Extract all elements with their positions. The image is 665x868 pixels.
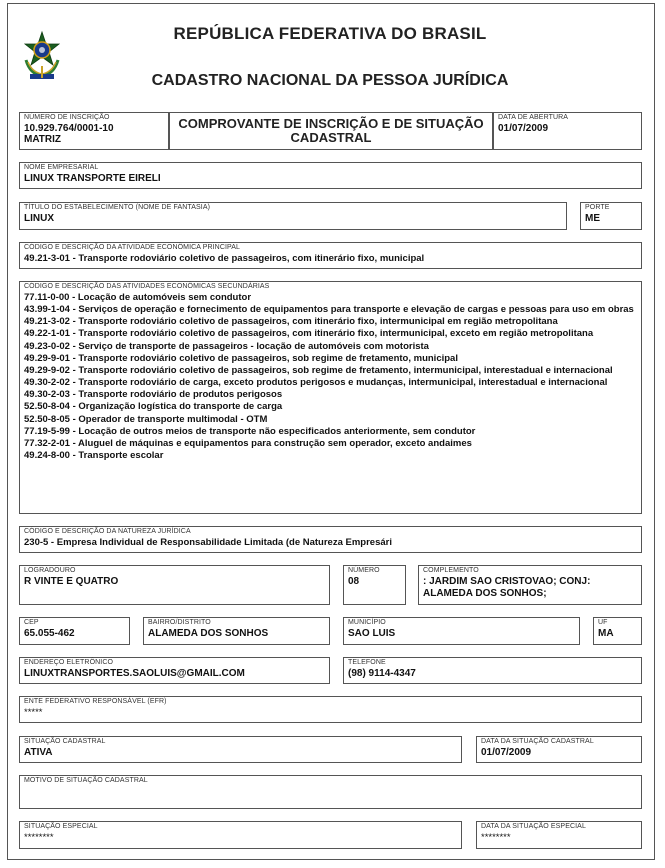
atividade-principal-value: 49.21-3-01 - Transporte rodoviário coletivo de passageiros, com itinerário fixo, municipal	[24, 253, 425, 264]
list-item: 49.29-9-02 - Transporte rodoviário coletivo de passageiros, sob regime de fretamento, intermunicipal, interestadual e internacional	[24, 364, 613, 376]
telefone-value: (98) 9114-4347	[348, 668, 416, 679]
comprovante-box	[169, 112, 493, 150]
data-situacao-value: 01/07/2009	[481, 747, 532, 758]
atividades-secundarias-box	[19, 281, 642, 514]
efr-label: ENTE FEDERATIVO RESPONSÁVEL (EFR)	[24, 698, 167, 705]
efr-value: *****	[24, 707, 43, 718]
list-item: 52.50-8-05 - Operador de transporte multimodal - OTM	[24, 413, 268, 425]
inscricao-type: MATRIZ	[24, 134, 62, 145]
numero-label: NÚMERO	[348, 567, 380, 574]
natureza-juridica-label: CÓDIGO E DESCRIÇÃO DA NATUREZA JURÍDICA	[24, 528, 191, 535]
situacao-box	[19, 736, 462, 763]
natureza-juridica-value: 230-5 - Empresa Individual de Responsabilidade Limitada (de Natureza Empresári	[24, 537, 392, 548]
nome-empresarial-value: LINUX TRANSPORTE EIRELI	[24, 173, 161, 184]
uf-label: UF	[598, 619, 608, 626]
list-item: 49.22-1-01 - Transporte rodoviário coletivo de passageiros, com itinerário fixo, intermunicipal, exceto em região metropolitana	[24, 328, 594, 340]
fantasia-box	[19, 202, 567, 230]
porte-label: PORTE	[585, 204, 610, 211]
logradouro-label: LOGRADOURO	[24, 567, 76, 574]
list-item: 77.19-5-99 - Locação de outros meios de transporte não especificados anteriormente, sem condutor	[24, 425, 476, 437]
telefone-box	[343, 657, 642, 684]
numero-box	[343, 565, 406, 605]
data-situacao-especial-value: ********	[481, 832, 511, 843]
abertura-box	[493, 112, 642, 150]
municipio-label: MUNICÍPIO	[348, 619, 386, 626]
inscricao-box	[19, 112, 169, 150]
situacao-value: ATIVA	[24, 747, 53, 758]
list-item: 49.29-9-01 - Transporte rodoviário coletivo de passageiros, sob regime de fretamento, municipal	[24, 352, 458, 364]
motivo-label: MOTIVO DE SITUAÇÃO CADASTRAL	[24, 777, 148, 784]
natureza-juridica-box	[19, 526, 642, 553]
complemento-box	[418, 565, 642, 605]
uf-box	[593, 617, 642, 645]
situacao-label: SITUAÇÃO CADASTRAL	[24, 738, 106, 745]
inscricao-label: NÚMERO DE INSCRIÇÃO	[24, 114, 110, 121]
fantasia-value: LINUX	[24, 213, 54, 224]
logradouro-box	[19, 565, 330, 605]
complemento-line2: ALAMEDA DOS SONHOS;	[423, 588, 547, 599]
data-situacao-box	[476, 736, 642, 763]
uf-value: MA	[598, 628, 614, 639]
porte-value: ME	[585, 213, 600, 224]
data-situacao-label: DATA DA SITUAÇÃO CADASTRAL	[481, 738, 594, 745]
motivo-box	[19, 775, 642, 809]
nome-empresarial-box	[19, 162, 642, 189]
list-item: 77.32-2-01 - Aluguel de máquinas e equipamentos para construção sem operador, exceto andaimes	[24, 437, 472, 449]
atividades-secundarias-list	[24, 292, 637, 462]
situacao-especial-box	[19, 821, 462, 849]
complemento-line1: : JARDIM SAO CRISTOVAO; CONJ:	[423, 576, 591, 587]
complemento-label: COMPLEMENTO	[423, 567, 479, 574]
nome-empresarial-label: NOME EMPRESARIAL	[24, 164, 99, 171]
list-item: 52.50-8-04 - Organização logística do transporte de carga	[24, 401, 283, 413]
telefone-label: TELEFONE	[348, 659, 386, 666]
list-item: 49.24-8-00 - Transporte escolar	[24, 450, 164, 462]
cep-value: 65.055-462	[24, 628, 75, 639]
coat-of-arms-seal	[20, 30, 64, 82]
list-item: 43.99-1-04 - Serviços de operação e fornecimento de equipamentos para transporte e elevação de cargas e pessoas para uso em obras	[24, 304, 634, 316]
list-item: 49.30-2-03 - Transporte rodoviário de produtos perigosos	[24, 389, 283, 401]
data-situacao-especial-label: DATA DA SITUAÇÃO ESPECIAL	[481, 823, 586, 830]
republic-title: REPÚBLICA FEDERATIVA DO BRASIL	[173, 24, 487, 43]
logradouro-value: R VINTE E QUATRO	[24, 576, 119, 587]
data-situacao-especial-box	[476, 821, 642, 849]
abertura-date: 01/07/2009	[498, 123, 549, 134]
abertura-label: DATA DE ABERTURA	[498, 114, 569, 121]
atividade-principal-box	[19, 242, 642, 269]
email-value: LINUXTRANSPORTES.SAOLUIS@GMAIL.COM	[24, 668, 245, 679]
list-item: 77.11-0-00 - Locação de automóveis sem condutor	[24, 292, 252, 303]
bairro-box	[143, 617, 330, 645]
registry-title: CADASTRO NACIONAL DA PESSOA JURÍDICA	[151, 72, 509, 89]
email-label: ENDEREÇO ELETRÔNICO	[24, 659, 114, 666]
comprovante-title: COMPROVANTE DE INSCRIÇÃO E DE SITUAÇÃO CADASTRAL	[178, 116, 484, 145]
cep-label: CEP	[24, 619, 39, 626]
fantasia-label: TÍTULO DO ESTABELECIMENTO (NOME DE FANTASIA)	[24, 204, 211, 211]
numero-value: 08	[348, 576, 360, 587]
municipio-box	[343, 617, 580, 645]
cep-box	[19, 617, 130, 645]
porte-box	[580, 202, 642, 230]
efr-box	[19, 696, 642, 723]
bairro-value: ALAMEDA DOS SONHOS	[148, 628, 269, 639]
atividades-secundarias-label: CÓDIGO E DESCRIÇÃO DAS ATIVIDADES ECONÔMICAS SECUNDÁRIAS	[24, 283, 270, 290]
list-item: 49.23-0-02 - Serviço de transporte de passageiros - locação de automóveis com motorista	[24, 340, 429, 352]
situacao-especial-label: SITUAÇÃO ESPECIAL	[24, 823, 98, 830]
atividade-principal-label: CÓDIGO E DESCRIÇÃO DA ATIVIDADE ECONÔMICA PRINCIPAL	[24, 244, 241, 251]
list-item: 49.30-2-02 - Transporte rodoviário de carga, exceto produtos perigosos e mudanças, intermunicipal, interestadual e internacional	[24, 377, 608, 389]
municipio-value: SAO LUIS	[348, 628, 396, 639]
list-item: 49.21-3-02 - Transporte rodoviário coletivo de passageiros, com itinerário fixo, intermunicipal em região metropolitana	[24, 316, 558, 328]
email-box	[19, 657, 330, 684]
inscricao-number: 10.929.764/0001-10	[24, 123, 114, 134]
bairro-label: BAIRRO/DISTRITO	[148, 619, 211, 626]
situacao-especial-value: ********	[24, 832, 54, 843]
